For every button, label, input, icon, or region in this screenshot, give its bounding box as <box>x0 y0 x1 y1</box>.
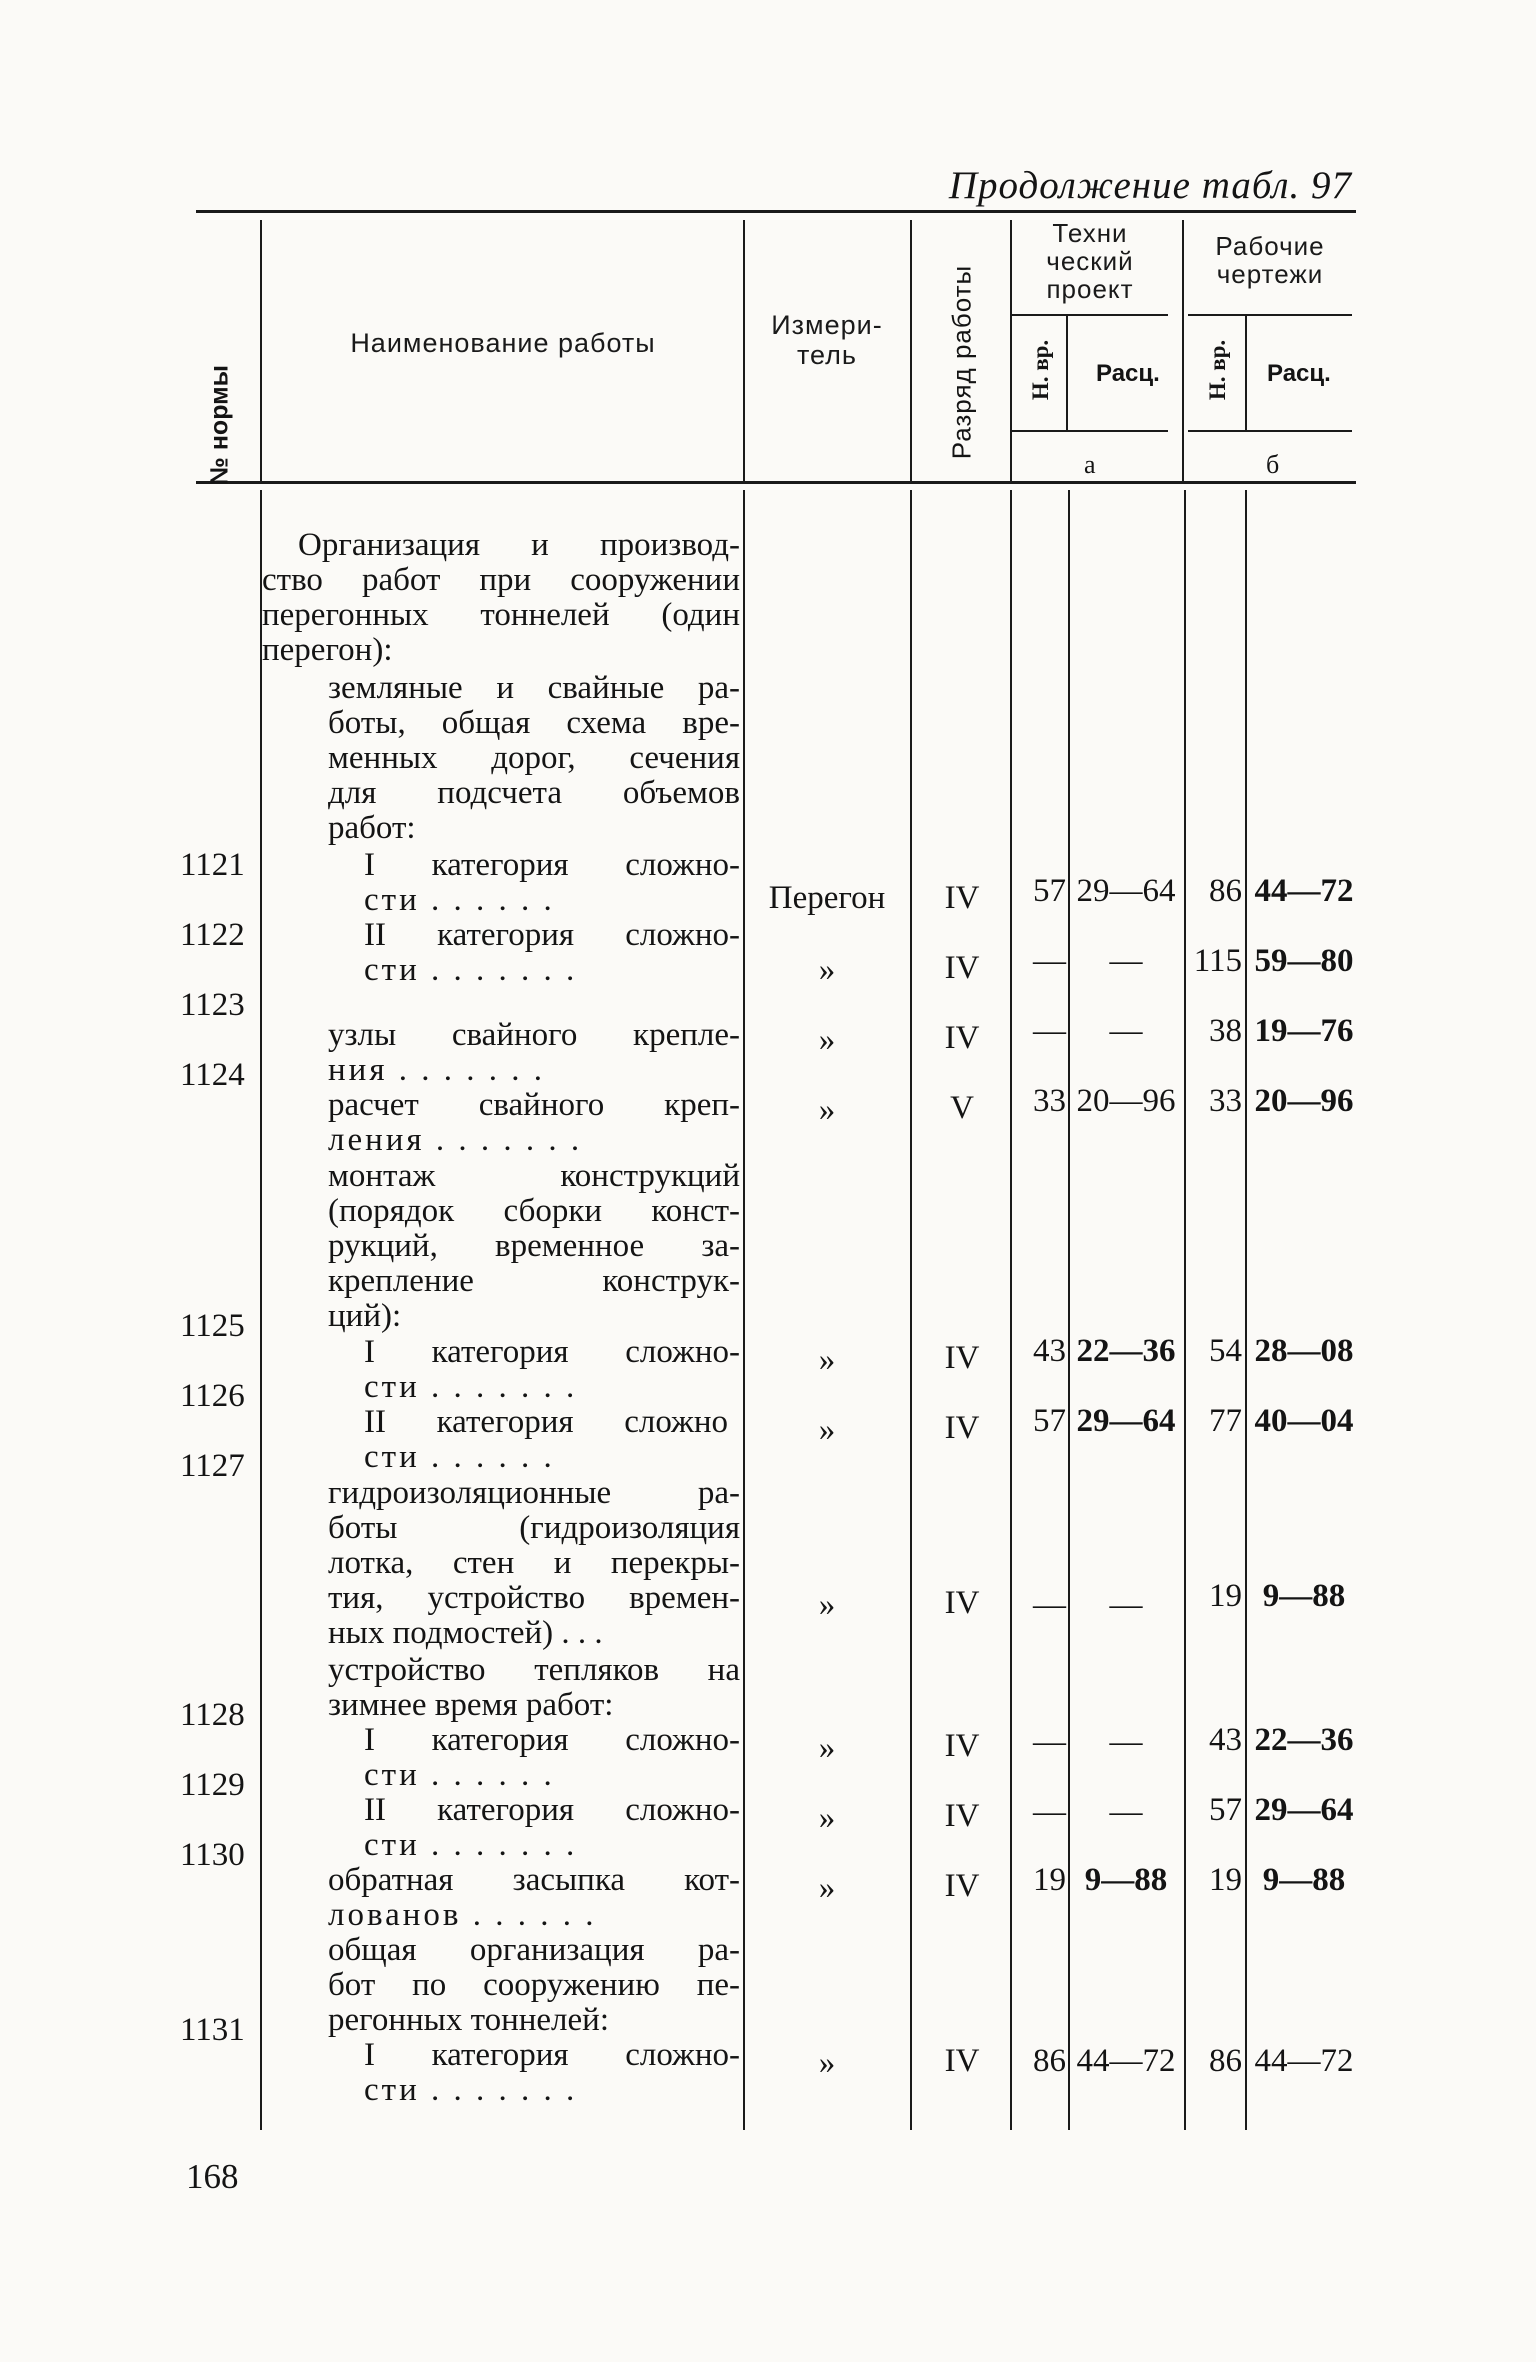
col-rule-group <box>1182 220 1184 482</box>
rate-project: — <box>1109 1013 1143 1049</box>
rate-project: — <box>1109 1724 1143 1760</box>
rate-drawings: 40—04 <box>1254 1403 1354 1439</box>
rate-project: 20—96 <box>1076 1083 1176 1119</box>
time-norm-project: — <box>1033 943 1066 979</box>
page-number: 168 <box>186 2157 239 2196</box>
norm-number: 1121 <box>180 847 245 883</box>
col-rule-nv1 <box>1066 316 1068 432</box>
text-line: крепление конструк- <box>328 1263 740 1299</box>
norm-number: 1131 <box>180 2012 245 2048</box>
unit-cell: » <box>818 1730 836 1766</box>
text-line: боты, общая схема вре- <box>328 705 740 741</box>
text-line: земляные и свайные ра- <box>328 670 740 706</box>
norm-number: 1128 <box>180 1697 245 1733</box>
time-norm-project: 33 <box>1033 1083 1066 1119</box>
unit-cell: » <box>818 1342 836 1378</box>
norm-number: 1125 <box>180 1308 245 1344</box>
grade-cell: IV <box>944 1410 980 1446</box>
time-norm-drawings: 19 <box>1209 1862 1242 1898</box>
text-line: Организация и производ- <box>298 527 740 563</box>
rate-project: — <box>1109 1587 1143 1623</box>
grade-cell: IV <box>944 1020 980 1056</box>
unit-cell: » <box>818 1587 836 1623</box>
time-norm-project: 57 <box>1033 873 1066 909</box>
rate-drawings: 28—08 <box>1254 1333 1354 1369</box>
rate-drawings: 44—72 <box>1254 2043 1354 2079</box>
text-line: сти . . . . . . <box>364 1439 555 1475</box>
text-line: сти . . . . . . . <box>364 1827 578 1863</box>
text-line: ций): <box>328 1298 402 1334</box>
grade-cell: IV <box>944 1798 980 1834</box>
text-line: I категория сложно- <box>364 1722 740 1758</box>
rate-project: — <box>1109 943 1143 979</box>
norm-number: 1130 <box>180 1837 245 1873</box>
time-norm-project: 57 <box>1033 1403 1066 1439</box>
text-line: II категория сложно <box>364 1404 728 1440</box>
time-norm-drawings: 19 <box>1209 1578 1242 1614</box>
time-norm-drawings: 115 <box>1193 943 1242 979</box>
time-norm-drawings: 86 <box>1209 2043 1242 2079</box>
rate-drawings: 19—76 <box>1254 1013 1354 1049</box>
rate-drawings: 22—36 <box>1254 1722 1354 1758</box>
letter-rule-1 <box>1012 430 1168 432</box>
time-norm-drawings: 77 <box>1209 1403 1242 1439</box>
rate-project: 29—64 <box>1076 873 1176 909</box>
text-line: устройство тепляков на <box>328 1652 740 1688</box>
text-line: I категория сложно- <box>364 2037 740 2073</box>
text-line: бот по сооружению пе- <box>328 1967 740 2003</box>
unit-cell: » <box>818 1092 836 1128</box>
text-line: I категория сложно- <box>364 1334 740 1370</box>
norm-number: 1127 <box>180 1448 245 1484</box>
text-line: сти . . . . . . <box>364 1757 555 1793</box>
text-line: общая организация ра- <box>328 1932 740 1968</box>
text-line: боты (гидроизоляция <box>328 1510 740 1546</box>
norm-number: 1129 <box>180 1767 245 1803</box>
text-line: монтаж конструкций <box>328 1158 740 1194</box>
text-line: II категория сложно- <box>364 1792 740 1828</box>
header-work-name: Наименование работы <box>350 328 656 358</box>
header-rate-1: Расц. <box>1096 360 1160 387</box>
text-line: работ: <box>328 810 416 846</box>
subheader-rule-1 <box>1012 314 1168 316</box>
time-norm-drawings: 43 <box>1209 1722 1242 1758</box>
text-line: ство работ при сооружении <box>262 562 740 598</box>
col-rule-unit <box>910 220 912 482</box>
subheader-rule-2 <box>1188 314 1352 316</box>
text-line: менных дорог, сечения <box>328 740 740 776</box>
time-norm-drawings: 57 <box>1209 1792 1242 1828</box>
unit-cell: » <box>818 1800 836 1836</box>
rate-drawings: 9—88 <box>1262 1578 1346 1614</box>
grade-cell: IV <box>944 1340 980 1376</box>
unit-cell: » <box>818 952 836 988</box>
rate-project: 44—72 <box>1076 2043 1176 2079</box>
time-norm-project: — <box>1033 1724 1066 1760</box>
text-line: ния . . . . . . . <box>328 1052 545 1088</box>
time-norm-project: — <box>1033 1013 1066 1049</box>
header-norm-no: № нормы <box>205 365 234 485</box>
rate-drawings: 44—72 <box>1254 873 1354 909</box>
header-working-drawings: Рабочие чертежи <box>1215 231 1325 289</box>
norm-number: 1124 <box>180 1057 245 1093</box>
header-col-a: а <box>1084 450 1096 479</box>
text-line: лованов . . . . . . <box>328 1897 597 1933</box>
grade-cell: IV <box>944 950 980 986</box>
text-line: перегонных тоннелей (один <box>262 597 740 633</box>
text-line: перегон): <box>262 632 393 668</box>
text-line: гидроизоляционные ра- <box>328 1475 740 1511</box>
text-line: сти . . . . . . . <box>364 1369 578 1405</box>
unit-cell: » <box>818 1412 836 1448</box>
text-line: тия, устройство времен- <box>328 1580 740 1616</box>
col-rule-nv2 <box>1245 316 1247 432</box>
unit-cell: » <box>818 2045 836 2081</box>
text-line: регонных тоннелей: <box>328 2002 609 2038</box>
time-norm-drawings: 38 <box>1209 1013 1242 1049</box>
time-norm-drawings: 33 <box>1209 1083 1242 1119</box>
unit-cell: Перегон <box>768 880 886 916</box>
body-rule-nv2 <box>1245 490 1247 2130</box>
text-line: узлы свайного крепле- <box>328 1017 740 1053</box>
grade-cell: IV <box>944 1728 980 1764</box>
grade-cell: IV <box>944 2043 980 2079</box>
grade-cell: V <box>950 1090 974 1126</box>
time-norm-project: 43 <box>1033 1333 1066 1369</box>
norm-number: 1126 <box>180 1378 245 1414</box>
top-rule <box>196 210 1356 213</box>
text-line: для подсчета объемов <box>328 775 740 811</box>
letter-rule-2 <box>1188 430 1352 432</box>
rate-drawings: 20—96 <box>1254 1083 1354 1119</box>
time-norm-project: — <box>1033 1587 1066 1623</box>
time-norm-drawings: 54 <box>1209 1333 1242 1369</box>
rate-drawings: 9—88 <box>1262 1862 1346 1898</box>
header-time-norm-2: Н. вр. <box>1205 339 1230 401</box>
header-col-b: б <box>1266 450 1280 479</box>
text-line: сти . . . . . . . <box>364 952 578 988</box>
text-line: зимнее время работ: <box>328 1687 614 1723</box>
header-grade: Разряд работы <box>946 264 977 460</box>
table-caption: Продолжение табл. 97 <box>948 164 1352 207</box>
text-line: сти . . . . . . <box>364 882 555 918</box>
rate-project: — <box>1109 1794 1143 1830</box>
rate-drawings: 29—64 <box>1254 1792 1354 1828</box>
text-line: ных подмостей) . . . <box>328 1615 603 1651</box>
text-line: I категория сложно- <box>364 847 740 883</box>
time-norm-project: 86 <box>1033 2043 1066 2079</box>
text-line: рукций, временное за- <box>328 1228 740 1264</box>
rate-project: 29—64 <box>1076 1403 1176 1439</box>
text-line: II категория сложно- <box>364 917 740 953</box>
grade-cell: IV <box>944 1585 980 1621</box>
time-norm-project: 19 <box>1033 1862 1066 1898</box>
body-rule-name <box>743 490 745 2130</box>
text-line: сти . . . . . . . <box>364 2072 578 2108</box>
grade-cell: IV <box>944 880 980 916</box>
norm-number: 1123 <box>180 987 245 1023</box>
time-norm-drawings: 86 <box>1209 873 1242 909</box>
header-tech-project: Техни ческий проект <box>1046 218 1134 304</box>
norm-number: 1122 <box>180 917 245 953</box>
header-unit: Измери- тель <box>771 310 883 370</box>
text-line: расчет свайного креп- <box>328 1087 740 1123</box>
rate-drawings: 59—80 <box>1254 943 1354 979</box>
unit-cell: » <box>818 1022 836 1058</box>
header-time-norm-1: Н. вр. <box>1028 339 1053 401</box>
text-line: лотка, стен и перекры- <box>328 1545 740 1581</box>
time-norm-project: — <box>1033 1794 1066 1830</box>
rate-project: 22—36 <box>1076 1333 1176 1369</box>
text-line: ления . . . . . . . <box>328 1122 583 1158</box>
rate-project: 9—88 <box>1084 1862 1168 1898</box>
header-rate-2: Расц. <box>1267 360 1331 387</box>
grade-cell: IV <box>944 1868 980 1904</box>
text-line: обратная засыпка кот- <box>328 1862 740 1898</box>
unit-cell: » <box>818 1870 836 1906</box>
text-line: (порядок сборки конст- <box>328 1193 740 1229</box>
